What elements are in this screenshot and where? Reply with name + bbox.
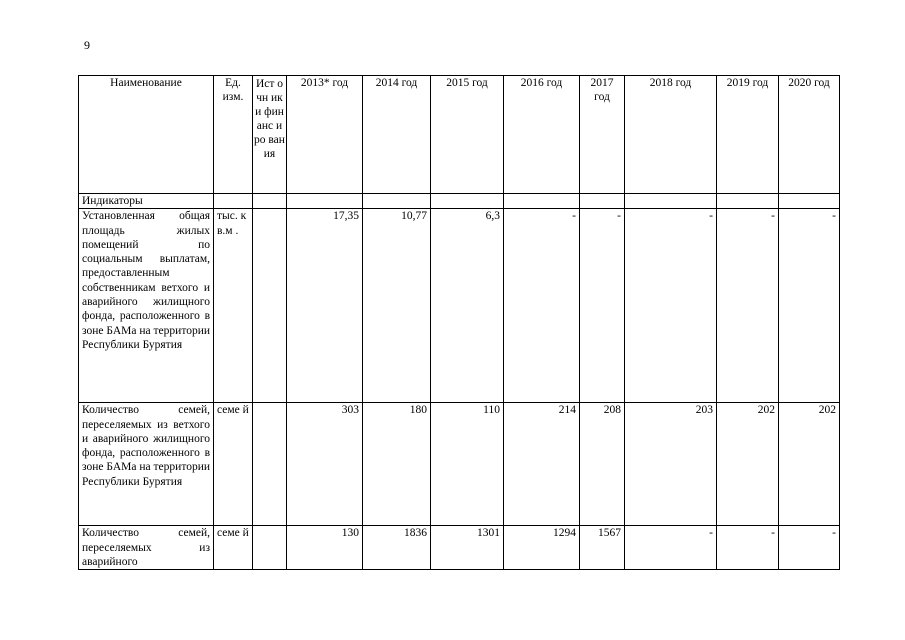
row-unit: семе й bbox=[214, 526, 253, 570]
header-row bbox=[79, 76, 840, 194]
table-row bbox=[79, 209, 840, 403]
empty-cell bbox=[431, 194, 504, 209]
page-number: 9 bbox=[84, 38, 90, 52]
value-2019: - bbox=[717, 526, 779, 570]
value-2014: 10,77 bbox=[363, 209, 431, 403]
header-2013: 2013* год bbox=[287, 76, 363, 194]
header-2016: 2016 год bbox=[504, 76, 580, 194]
value-2020: - bbox=[779, 209, 840, 403]
value-2016: - bbox=[504, 209, 580, 403]
empty-cell bbox=[779, 194, 840, 209]
value-2017: 208 bbox=[580, 403, 625, 526]
header-2014: 2014 год bbox=[363, 76, 431, 194]
empty-cell bbox=[625, 194, 717, 209]
empty-cell bbox=[580, 194, 625, 209]
value-2013: 303 bbox=[287, 403, 363, 526]
header-2015: 2015 год bbox=[431, 76, 504, 194]
empty-cell bbox=[253, 194, 287, 209]
row-source bbox=[253, 209, 287, 403]
empty-cell bbox=[363, 194, 431, 209]
value-2016: 1294 bbox=[504, 526, 580, 570]
header-2018: 2018 год bbox=[625, 76, 717, 194]
empty-cell bbox=[287, 194, 363, 209]
row-name: Установленная общая площадь жилых помещений по социальным выплатам, предоставленным собственникам ветхого и аварийного жилищного фонда, расположенного в зоне БАМа на территории Республики Бурятия bbox=[79, 209, 214, 403]
header-2019: 2019 год bbox=[717, 76, 779, 194]
section-title: Индикаторы bbox=[79, 194, 214, 209]
header-source: Ист очн ики фин анс иро ван ия bbox=[253, 76, 287, 194]
table-row bbox=[79, 526, 840, 570]
value-2018: - bbox=[625, 209, 717, 403]
value-2015: 1301 bbox=[431, 526, 504, 570]
indicators-table bbox=[78, 75, 840, 570]
value-2017: - bbox=[580, 209, 625, 403]
empty-cell bbox=[717, 194, 779, 209]
value-2013: 17,35 bbox=[287, 209, 363, 403]
value-2015: 110 bbox=[431, 403, 504, 526]
header-2020: 2020 год bbox=[779, 76, 840, 194]
value-2020: 202 bbox=[779, 403, 840, 526]
row-source bbox=[253, 526, 287, 570]
header-name: Наименование bbox=[79, 76, 214, 194]
value-2018: 203 bbox=[625, 403, 717, 526]
row-name: Количество семей, переселяемых из аварийного bbox=[79, 526, 214, 570]
row-name: Количество семей, переселяемых из ветхого и аварийного жилищного фонда, расположенного в зоне БАМа на территории Республики Бурятия bbox=[79, 403, 214, 526]
value-2016: 214 bbox=[504, 403, 580, 526]
table-row bbox=[79, 403, 840, 526]
header-2017: 2017 год bbox=[580, 76, 625, 194]
value-2020: - bbox=[779, 526, 840, 570]
value-2017: 1567 bbox=[580, 526, 625, 570]
empty-cell bbox=[504, 194, 580, 209]
value-2013: 130 bbox=[287, 526, 363, 570]
row-unit: тыс. кв.м . bbox=[214, 209, 253, 403]
header-unit: Ед. изм. bbox=[214, 76, 253, 194]
value-2019: - bbox=[717, 209, 779, 403]
row-source bbox=[253, 403, 287, 526]
value-2018: - bbox=[625, 526, 717, 570]
value-2019: 202 bbox=[717, 403, 779, 526]
section-row bbox=[79, 194, 840, 209]
value-2014: 180 bbox=[363, 403, 431, 526]
empty-cell bbox=[214, 194, 253, 209]
row-unit: семе й bbox=[214, 403, 253, 526]
value-2014: 1836 bbox=[363, 526, 431, 570]
value-2015: 6,3 bbox=[431, 209, 504, 403]
